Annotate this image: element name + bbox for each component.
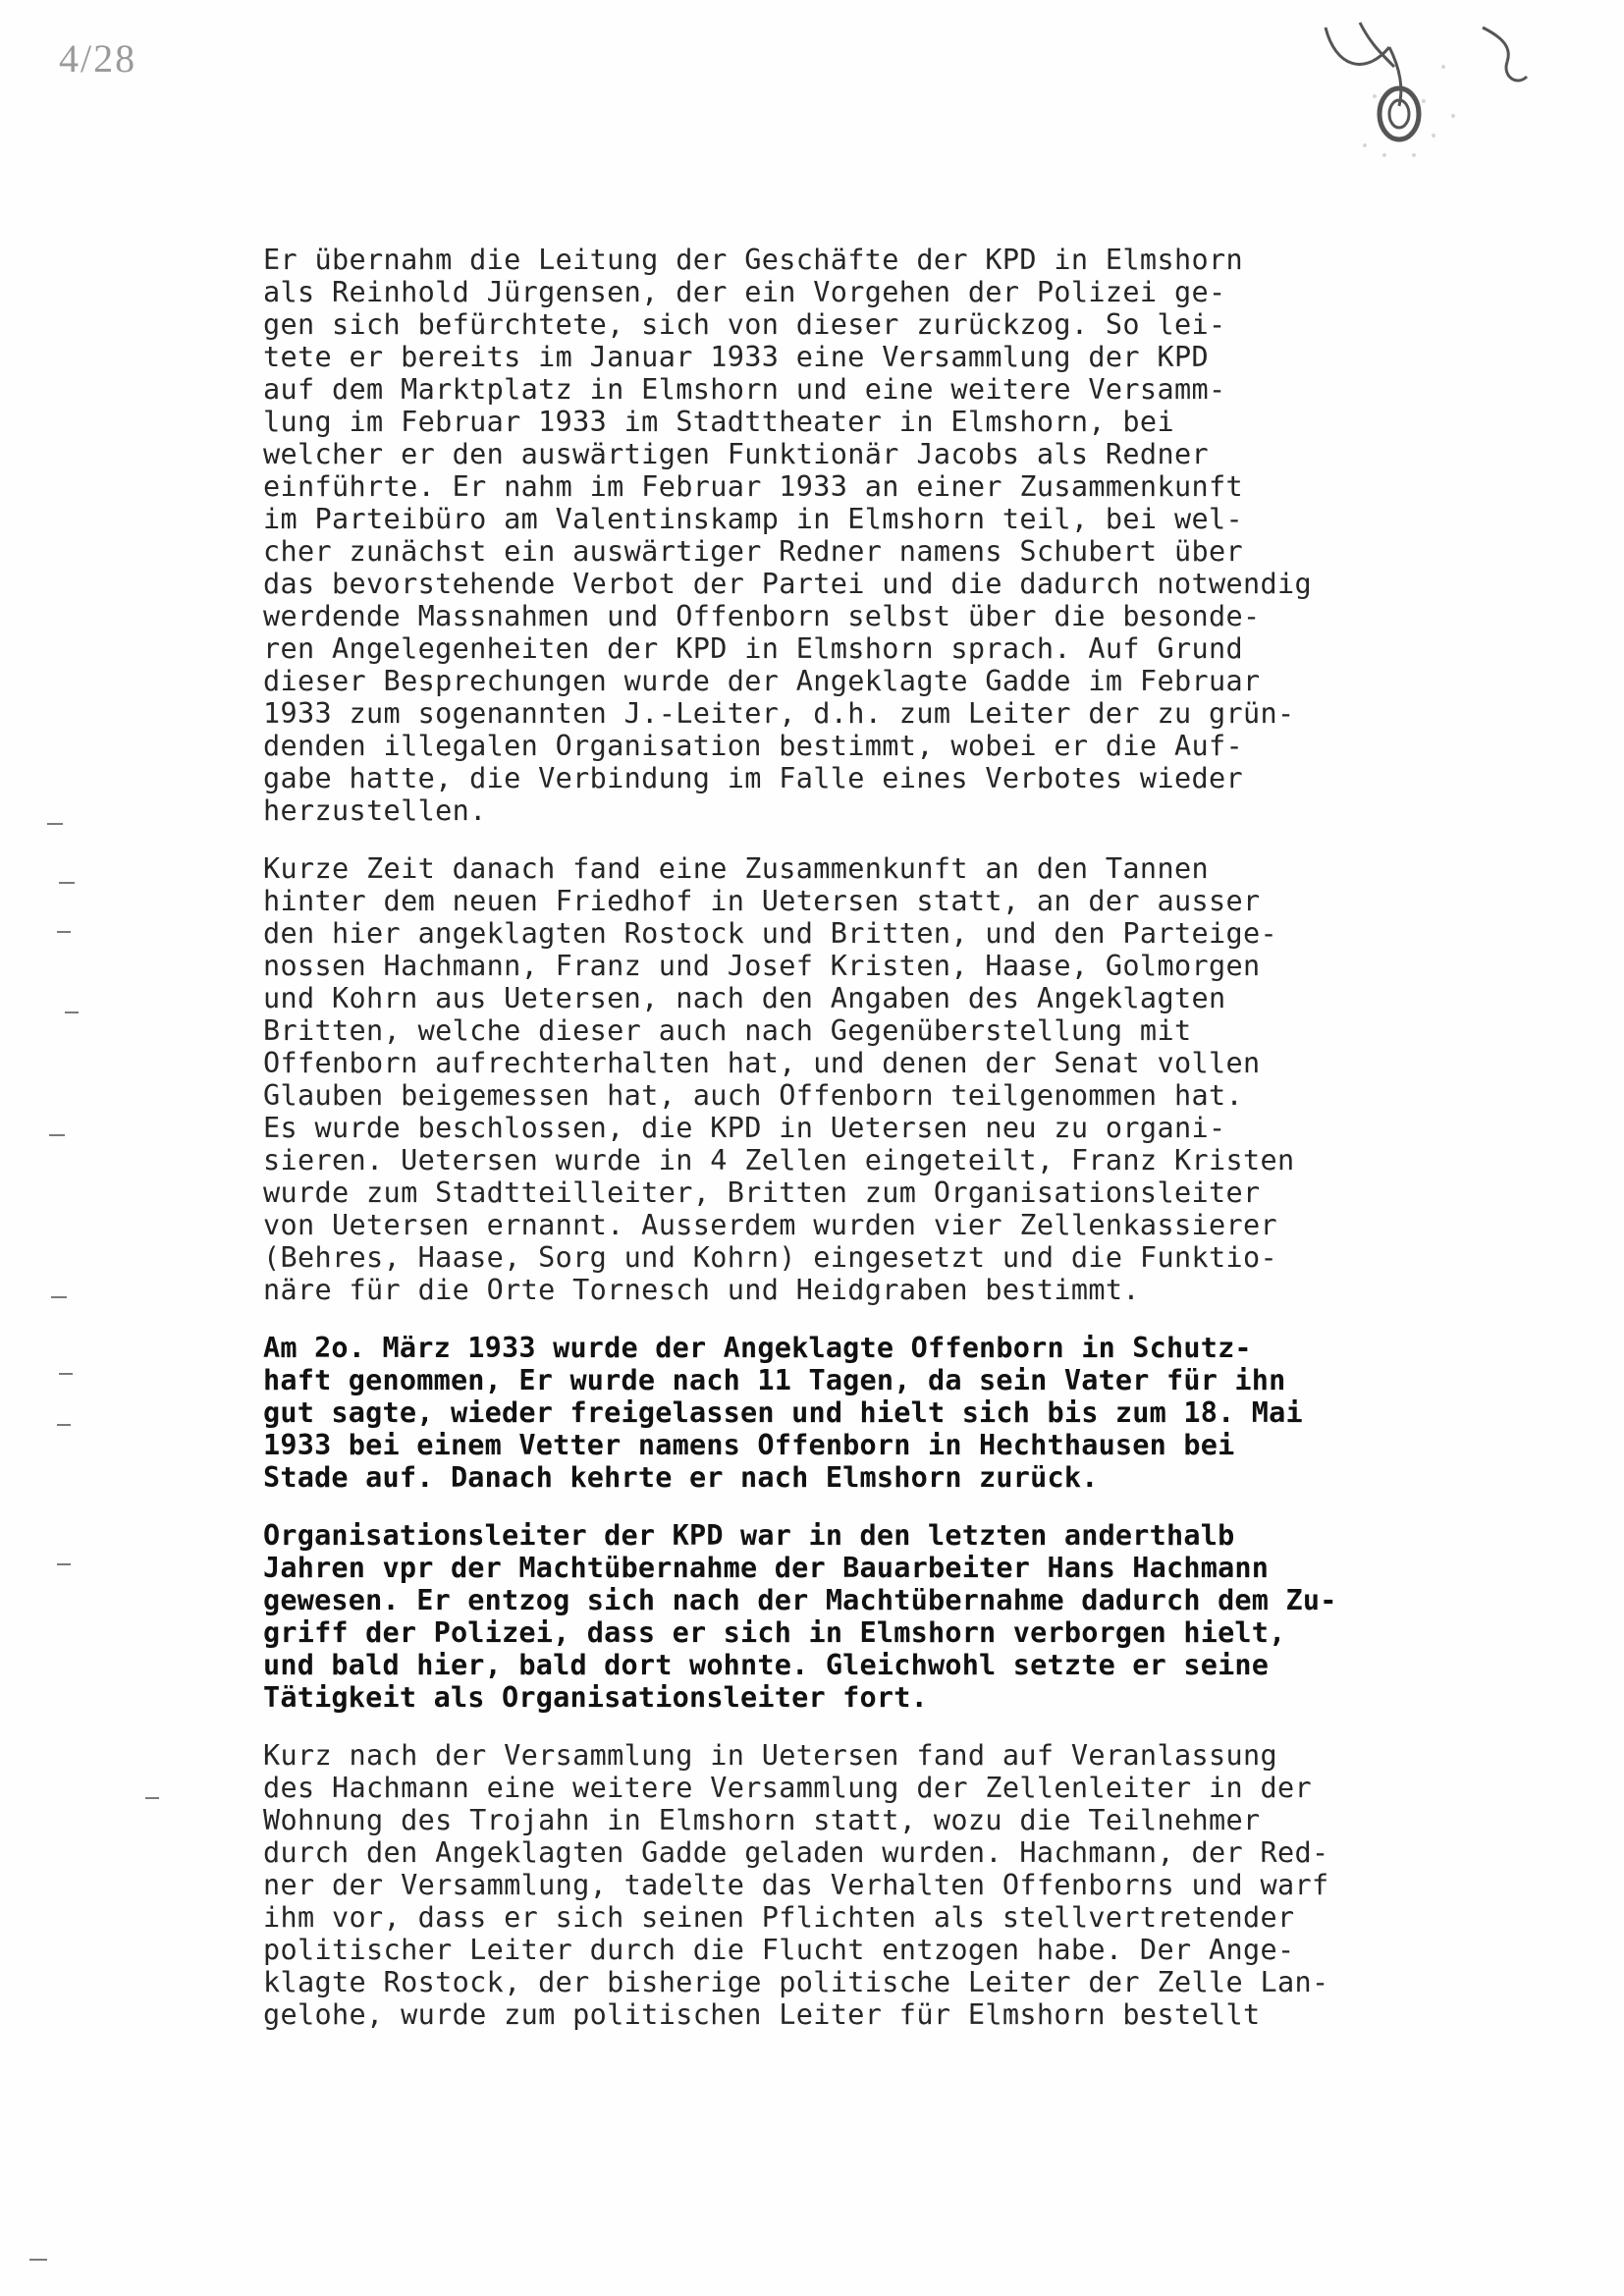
text-line: den hier angeklagten Rostock und Britten, und den Parteige- bbox=[263, 917, 1277, 950]
text-line: gabe hatte, die Verbindung im Falle eines Verbotes wieder bbox=[263, 762, 1243, 794]
text-line: Er übernahm die Leitung der Geschäfte der KPD in Elmshorn bbox=[263, 244, 1243, 276]
text-line: näre für die Orte Tornesch und Heidgraben bestimmt. bbox=[263, 1274, 1140, 1306]
text-line: wurde zum Stadtteilleiter, Britten zum Organisationsleiter bbox=[263, 1176, 1261, 1209]
text-line: hinter dem neuen Friedhof in Uetersen statt, an der ausser bbox=[263, 885, 1261, 917]
text-line: Wohnung des Trojahn in Elmshorn statt, wozu die Teilnehmer bbox=[263, 1804, 1261, 1836]
text-line: Es wurde beschlossen, die KPD in Uetersen neu zu organi- bbox=[263, 1112, 1226, 1144]
text-line: Kurze Zeit danach fand eine Zusammenkunft an den Tannen bbox=[263, 852, 1209, 885]
text-line: klagte Rostock, der bisherige politische Leiter der Zelle Lan- bbox=[263, 1966, 1329, 1998]
paragraph-5 bbox=[263, 1739, 1500, 2031]
text-line: Stade auf. Danach kehrte er nach Elmshorn zurück. bbox=[263, 1461, 1099, 1494]
text-line: cher zunächst ein auswärtiger Redner namens Schubert über bbox=[263, 535, 1243, 568]
text-line: griff der Polizei, dass er sich in Elmshorn verborgen hielt, bbox=[263, 1616, 1286, 1649]
text-line: und Kohrn aus Uetersen, nach den Angaben des Angeklagten bbox=[263, 982, 1226, 1014]
handwritten-annotation: 4/28 bbox=[59, 36, 137, 81]
text-line: gewesen. Er entzog sich nach der Machtübernahme dadurch dem Zu- bbox=[263, 1584, 1337, 1616]
text-line: lung im Februar 1933 im Stadttheater in Elmshorn, bei bbox=[263, 406, 1174, 438]
text-line: des Hachmann eine weitere Versammlung der Zellenleiter in der bbox=[263, 1772, 1313, 1804]
paragraph-1 bbox=[263, 244, 1500, 827]
text-line: im Parteibüro am Valentinskamp in Elmshorn teil, bei wel- bbox=[263, 503, 1243, 535]
text-line: sieren. Uetersen wurde in 4 Zellen eingeteilt, Franz Kristen bbox=[263, 1144, 1295, 1176]
text-line: ihm vor, dass er sich seinen Pflichten als stellvertretender bbox=[263, 1901, 1295, 1934]
text-line: auf dem Marktplatz in Elmshorn und eine weitere Versamm- bbox=[263, 373, 1226, 406]
text-line: gen sich befürchtete, sich von dieser zurückzog. So lei- bbox=[263, 308, 1226, 341]
text-line: Glauben beigemessen hat, auch Offenborn teilgenommen hat. bbox=[263, 1079, 1243, 1112]
text-line: nossen Hachmann, Franz und Josef Kristen, Haase, Golmorgen bbox=[263, 950, 1261, 982]
text-line: denden illegalen Organisation bestimmt, wobei er die Auf- bbox=[263, 730, 1243, 762]
text-line: 1933 zum sogenannten J.-Leiter, d.h. zum Leiter der zu grün- bbox=[263, 697, 1295, 730]
text-line: das bevorstehende Verbot der Partei und die dadurch notwendig bbox=[263, 568, 1313, 600]
text-line: und bald hier, bald dort wohnte. Gleichwohl setzte er seine bbox=[263, 1649, 1270, 1681]
text-line: Offenborn aufrechterhalten hat, und denen der Senat vollen bbox=[263, 1047, 1261, 1079]
text-line: Jahren vpr der Machtübernahme der Bauarbeiter Hans Hachmann bbox=[263, 1552, 1270, 1584]
text-line: haft genommen, Er wurde nach 11 Tagen, da sein Vater für ihn bbox=[263, 1364, 1286, 1396]
paragraph-3 bbox=[263, 1332, 1500, 1494]
text-line: einführte. Er nahm im Februar 1933 an einer Zusammenkunft bbox=[263, 470, 1243, 503]
text-line: welcher er den auswärtigen Funktionär Jacobs als Redner bbox=[263, 438, 1209, 470]
text-line: als Reinhold Jürgensen, der ein Vorgehen der Polizei ge- bbox=[263, 276, 1226, 308]
text-line: gelohe, wurde zum politischen Leiter für Elmshorn bestellt bbox=[263, 1998, 1261, 2031]
text-line: ren Angelegenheiten der KPD in Elmshorn sprach. Auf Grund bbox=[263, 632, 1243, 665]
text-line: Organisationsleiter der KPD war in den letzten anderthalb bbox=[263, 1519, 1235, 1552]
text-line: (Behres, Haase, Sorg und Kohrn) eingesetzt und die Funktio- bbox=[263, 1241, 1277, 1274]
margin-marks bbox=[0, 0, 196, 2296]
text-line: 1933 bei einem Vetter namens Offenborn in Hechthausen bei bbox=[263, 1429, 1235, 1461]
letter-body bbox=[263, 244, 1500, 2056]
seal-stamp-icon bbox=[1306, 8, 1600, 165]
text-line: Am 2o. März 1933 wurde der Angeklagte Offenborn in Schutz- bbox=[263, 1332, 1252, 1364]
text-line: durch den Angeklagten Gadde geladen wurden. Hachmann, der Red- bbox=[263, 1836, 1329, 1869]
text-line: ner der Versammlung, tadelte das Verhalten Offenborns und warf bbox=[263, 1869, 1329, 1901]
text-line: dieser Besprechungen wurde der Angeklagte Gadde im Februar bbox=[263, 665, 1261, 697]
paragraph-2 bbox=[263, 852, 1500, 1306]
paragraph-4 bbox=[263, 1519, 1500, 1714]
text-line: Britten, welche dieser auch nach Gegenüberstellung mit bbox=[263, 1014, 1192, 1047]
text-line: werdende Massnahmen und Offenborn selbst über die besonde- bbox=[263, 600, 1261, 632]
text-line: gut sagte, wieder freigelassen und hielt sich bis zum 18. Mai bbox=[263, 1396, 1303, 1429]
text-line: herzustellen. bbox=[263, 794, 487, 827]
text-line: Kurz nach der Versammlung in Uetersen fand auf Veranlassung bbox=[263, 1739, 1277, 1772]
text-line: politischer Leiter durch die Flucht entzogen habe. Der Ange- bbox=[263, 1934, 1295, 1966]
text-line: tete er bereits im Januar 1933 eine Versammlung der KPD bbox=[263, 341, 1209, 373]
text-line: Tätigkeit als Organisationsleiter fort. bbox=[263, 1681, 928, 1714]
text-line: von Uetersen ernannt. Ausserdem wurden vier Zellenkassierer bbox=[263, 1209, 1277, 1241]
